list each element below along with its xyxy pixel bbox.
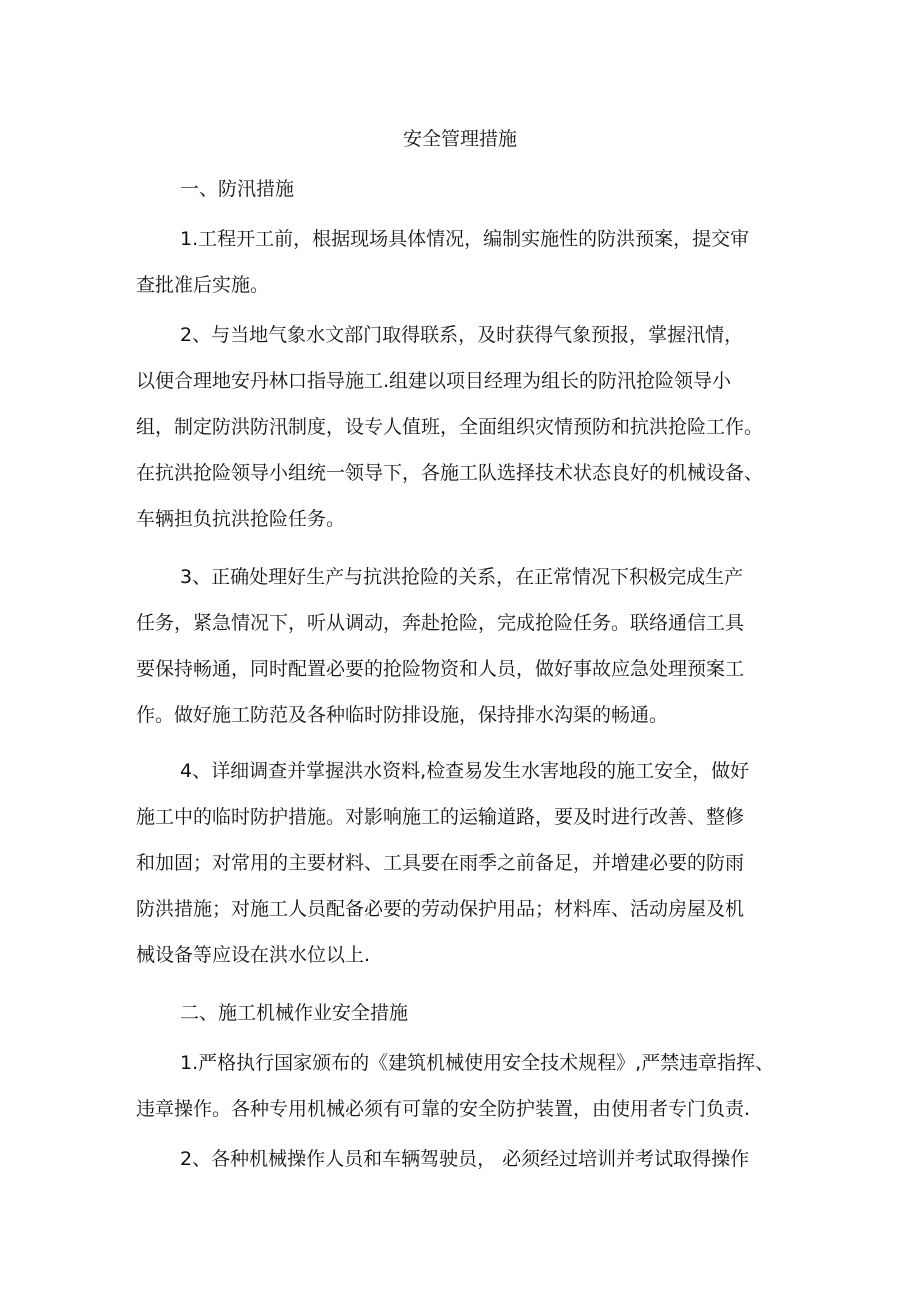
paragraph-line: 组，制定防洪防汛制度，设专人值班，全面组织灾情预防和抗洪抢险工作。 — [136, 416, 764, 438]
paragraph-line: 3、正确处理好生产与抗洪抢险的关系，在正常情况下积极完成生产 — [180, 566, 744, 588]
section-heading-machinery-safety: 二、施工机械作业安全措施 — [180, 1002, 409, 1024]
paragraph-line: 和加固；对常用的主要材料、工具要在雨季之前备足，并增建必要的防雨 — [136, 852, 745, 874]
paragraph-line: 防洪措施；对施工人员配备必要的劳动保护用品；材料库、活动房屋及机 — [136, 898, 745, 920]
paragraph-line: 查批准后实施。 — [136, 274, 270, 296]
paragraph-line: 1.严格执行国家颁布的《建筑机械使用安全技术规程》,严禁违章指挥、 — [180, 1052, 775, 1074]
paragraph-line: 4、详细调查并掌握洪水资料,检查易发生水害地段的施工安全，做好 — [180, 760, 750, 782]
paragraph-line: 要保持畅通，同时配置必要的抢险物资和人员，做好事故应急处理预案工 — [136, 658, 745, 680]
paragraph-line: 1.工程开工前，根据现场具体情况，编制实施性的防洪预案，提交审 — [180, 228, 750, 250]
document-title: 安全管理措施 — [402, 128, 517, 150]
paragraph-line: 作。做好施工防范及各种临时防排设施，保持排水沟渠的畅通。 — [136, 704, 669, 726]
paragraph-line: 械设备等应设在洪水位以上. — [136, 944, 371, 966]
paragraph-line: 任务，紧急情况下，听从调动，奔赴抢险，完成抢险任务。联络通信工具 — [136, 612, 745, 634]
paragraph-line: 施工中的临时防护措施。对影响施工的运输道路，要及时进行改善、整修 — [136, 806, 745, 828]
paragraph-line: 2、与当地气象水文部门取得联系，及时获得气象预报，掌握汛情， — [180, 324, 744, 346]
paragraph-line: 违章操作。各种专用机械必须有可靠的安全防护装置，由使用者专门负责. — [136, 1098, 751, 1120]
paragraph-line: 2、各种机械操作人员和车辆驾驶员， 必须经过培训并考试取得操作 — [180, 1148, 750, 1170]
section-heading-flood-control: 一、防汛措施 — [180, 178, 295, 200]
paragraph-line: 车辆担负抗洪抢险任务。 — [136, 508, 346, 530]
paragraph-line: 以便合理地安丹林口指导施工.组建以项目经理为组长的防汛抢险领导小 — [136, 370, 732, 392]
paragraph-line: 在抗洪抢险领导小组统一领导下，各施工队选择技术状态良好的机械设备、 — [136, 462, 764, 484]
